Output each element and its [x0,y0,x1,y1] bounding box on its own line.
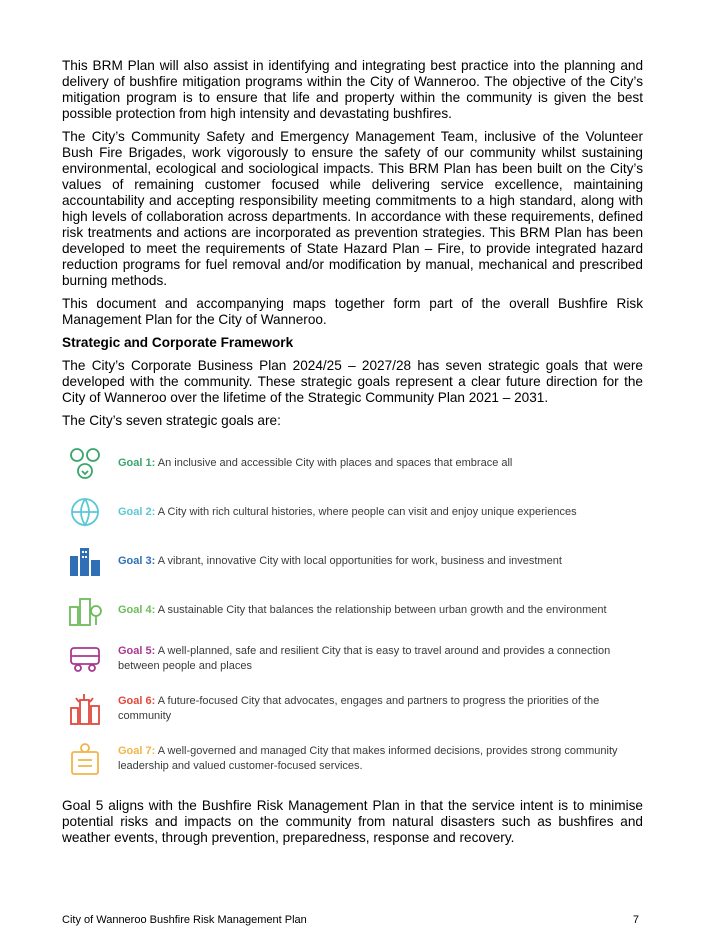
page-footer [62,914,639,926]
goal-1 [62,444,643,482]
closing-section [62,798,643,853]
page-number: 7 [632,914,639,926]
goal-5 [62,640,643,678]
goal-2 [62,493,643,531]
paragraph-goals-intro: The City’s seven strategic goals are: [62,413,281,428]
goal-description: A well-governed and managed City that makes informed decisions, provides strong community leadership and valued customer-focused services. [118,745,618,772]
transport-icon [66,640,104,678]
city-business-icon [66,542,104,580]
goal-label: Goal 3: [118,554,156,567]
goal-description: A City with rich cultural histories, where people can visit and enjoy unique experiences [155,505,577,518]
goal-description: A sustainable City that balances the relationship between urban growth and the environment [155,603,607,616]
governance-gear-icon [66,740,104,778]
goal-description: A well-planned, safe and resilient City that is easy to travel around and provides a connection between people and places [118,645,611,672]
city-skyline-icon [66,690,104,728]
goal-6 [62,690,643,728]
paragraph-community-safety: The City’s Community Safety and Emergency Management Team, inclusive of the Volunteer Bush Fire Brigades, work vigorously to ensure the safety of our community whilst sustaining environmental, ecological and sociological impacts. This BRM Plan has been built on the City’s values of remaining customer focused while delivering service excellence, maintaining accountability and accepting responsibility meeting commitments to a high standard, along with high levels of collaboration across departments. In accordance with these requirements, defined risk treatments and actions are incorporated as prevention strategies. This BRM Plan has been developed to meet the requirements of State Hazard Plan – Fire, to provide integrated hazard reduction programs for fuel removal and/or modification by manual, mechanical and prescribed burning methods. [62,129,643,288]
goal-label: Goal 7: [118,745,156,757]
goal-label: Goal 6: [118,695,156,707]
paragraph-corporate-plan: The City’s Corporate Business Plan 2024/25 – 2027/28 has seven strategic goals that were developed with the community. These strategic goals represent a clear future direction for the City of Wanneroo over the lifetime of the Strategic Community Plan 2021 – 2031. [62,358,643,405]
goal-label: Goal 1: [118,456,156,469]
goal-description: A vibrant, innovative City with local opportunities for work, business and investment [155,554,562,567]
paragraph-goal-5-alignment: Goal 5 aligns with the Bushfire Risk Management Plan in that the service intent is to minimise potential risks and impacts on the community from natural disasters such as bushfires and weather events, through prevention, preparedness, response and recovery. [62,798,643,845]
goal-3 [62,542,643,580]
goal-description: A future-focused City that advocates, engages and partners to progress the priorities of the community [118,695,600,722]
footer-title: City of Wanneroo Bushfire Risk Management Plan [62,914,307,926]
goal-4 [62,591,643,629]
goal-description: An inclusive and accessible City with places and spaces that embrace all [155,456,513,469]
tree-buildings-icon [66,591,104,629]
people-heart-icon [66,444,104,482]
paragraph-maps: This document and accompanying maps together form part of the overall Bushfire Risk Management Plan for the City of Wanneroo. [62,296,643,327]
section-heading: Strategic and Corporate Framework [62,335,294,350]
document-body [62,58,643,436]
goal-label: Goal 4: [118,603,156,616]
paragraph-brm-purpose: This BRM Plan will also assist in identifying and integrating best practice into the planning and delivery of bushfire mitigation programs within the City of Wanneroo. The objective of the City’s mitigation program is to ensure that life and property within the community is given the best possible protection from high intensity and devastating bushfires. [62,58,643,121]
goal-7 [62,740,643,778]
goal-label: Goal 2: [118,505,156,518]
goal-label: Goal 5: [118,645,156,657]
globe-hands-icon [66,493,104,531]
